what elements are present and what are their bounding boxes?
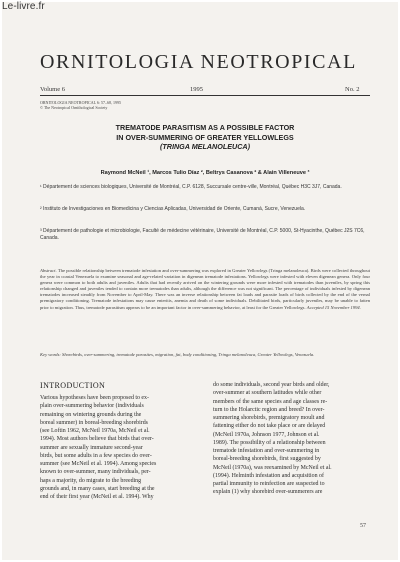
author-list: Raymond McNeil ¹, Marcos Tulio Díaz ², Beltrys Casanova ² & Alain Villeneuve ³ [100, 170, 310, 176]
text-line: trematode infestation and over-summering in [213, 448, 320, 454]
affiliation-1: ¹ Département de sciences biologiques, Université de Montréal, C.P. 6128, Succursale centre-ville, Montréal, Québec H3C 3J7, Canada. [40, 184, 342, 190]
text-line: (1994). Helminth infestation and acquisition of [213, 472, 324, 479]
header-rule [40, 95, 370, 96]
title-line: IN OVER-SUMMERING OF GREATER YELLOWLEGS [116, 132, 294, 142]
text-line: 1989). The possibility of a relationship between [213, 439, 326, 446]
text-line: members of the same species and age classes re- [213, 398, 328, 405]
text-line: grounds and, in many cases, start breeding at the [40, 485, 155, 492]
section-heading: INTRODUCTION [40, 381, 106, 390]
text-line: summering shorebirds, premigratory moult and [213, 415, 325, 421]
journal-title: ORNITOLOGIA NEOTROPICAL [40, 51, 357, 73]
volume-label: Volume 6 [40, 86, 65, 93]
text-line: known to over-summer, many individuals, per- [40, 469, 151, 476]
text-line: end of their first year (McNeil et al. 1994). Why [40, 494, 154, 500]
abstract-text: The possible relationship between trematode infestation and over-summering was explored in Greater Yellowlegs (Tringa melanoleuca). Birds were collected throughout the year in coastal Venezuela to examine seasonal and age-related variation in digenean trematode infestations. Yellowlegs were infested with eleven digenean genera. Only four genera were common to both adults and juveniles. Adults that had recently arrived on the wintering grounds were more infested with trematodes than juveniles, by spring this relationship changed and juveniles tended to contain more trematodes than adults, although the difference was not significant. The percentage of individuals infested by digenean trematodes increased steadily from November to April-May. There was an inverse relationship between fat loads and parasite loads of birds collected by the end of the vernal premigratory conditioning. Trematode infestations may cause enteritis, anemia and death of some individuals. Debilitated birds, particularly juveniles, may be unable to fatten prior to migration. Thus, trematode parasitism appears to be an important factor in over-summering behavior, at least for the Greater Yellowlegs. [40, 268, 370, 310]
text-line: turn to the Holarctic region and breed? In over- [213, 406, 325, 413]
text-line: plain over-summering behavior (individuals [40, 403, 144, 410]
text-line: boreal-breeding shorebirds, first suggested by [213, 456, 321, 463]
text-line: 1994). Most authors believe that birds that over- [40, 436, 154, 443]
right-column [213, 381, 370, 497]
text-line: haps a majority, do migrate to the breeding [40, 477, 142, 484]
text-line: birds, but some adults in a few species do over- [40, 452, 152, 459]
text-line: (see Loftin 1962, McNeil 1970a, McNeil et al. [40, 428, 150, 434]
abstract [40, 268, 370, 311]
page-number: 57 [360, 523, 366, 529]
affiliation-3: ³ Département de pathologie et microbiologie, Faculté de médecine vétérinaire, Université de Montréal, C.P. 5000, St-Hyacinthe, Québec J2S 7C6, Canada. [40, 228, 365, 241]
article-title [40, 123, 370, 152]
left-column [40, 394, 197, 501]
text-line: remaining on wintering grounds during the [40, 411, 142, 418]
text-line: (McNeil 1970a, Johnson 1977, Johnson et al. [213, 431, 320, 438]
text-line: do some individuals, second year birds and older, [213, 382, 330, 388]
accepted-date: Accepted 15 November 1994. [306, 304, 361, 310]
title-line: (TRINGA MELANOLEUCA) [160, 142, 250, 151]
copyright-line: © The Neotropical Ornithological Society [40, 105, 108, 110]
text-line: Various hypotheses have been proposed to ex- [40, 395, 149, 401]
text-line: over-summer at southern latitudes while other [213, 390, 322, 397]
text-line: McNeil (1970a), was reexamined by McNeil et al. [213, 464, 332, 471]
text-line: explain (1) why shorebird over-summerers are [213, 489, 323, 496]
issue-number: No. 2 [345, 86, 360, 93]
text-line: summer are sexually immature second-year [40, 444, 143, 451]
text-line: boreal summer) in boreal-breeding shorebirds [40, 419, 148, 426]
keywords: Key words: Shorebirds, over-summering, trematode parasites, migration, fat, body conditioning, Tringa melanoleuca, Greater Yellowlegs, Venezuela. [40, 352, 315, 357]
text-line: partial immunity to reinfection are suspected to [213, 481, 325, 487]
title-line: TREMATODE PARASITISM AS A POSSIBLE FACTOR [115, 123, 295, 132]
affiliation-2: ² Instituto de Investigaciones en Biomedicina y Ciencias Aplicadas, Universidad de Oriente, Cumaná, Sucre, Venezuela. [40, 206, 306, 212]
year-label: 1995 [190, 86, 203, 93]
text-line: fattening either do not take place or are delayed [213, 423, 326, 430]
citation-line: ORNITOLOGIA NEOTROPICAL 6: 57–68, 1995 [40, 100, 121, 105]
text-line: summer (see McNeil et al. 1994). Among species [40, 461, 157, 467]
abstract-label: Abstract. [40, 268, 57, 273]
watermark: Le-livre.fr [2, 1, 45, 12]
